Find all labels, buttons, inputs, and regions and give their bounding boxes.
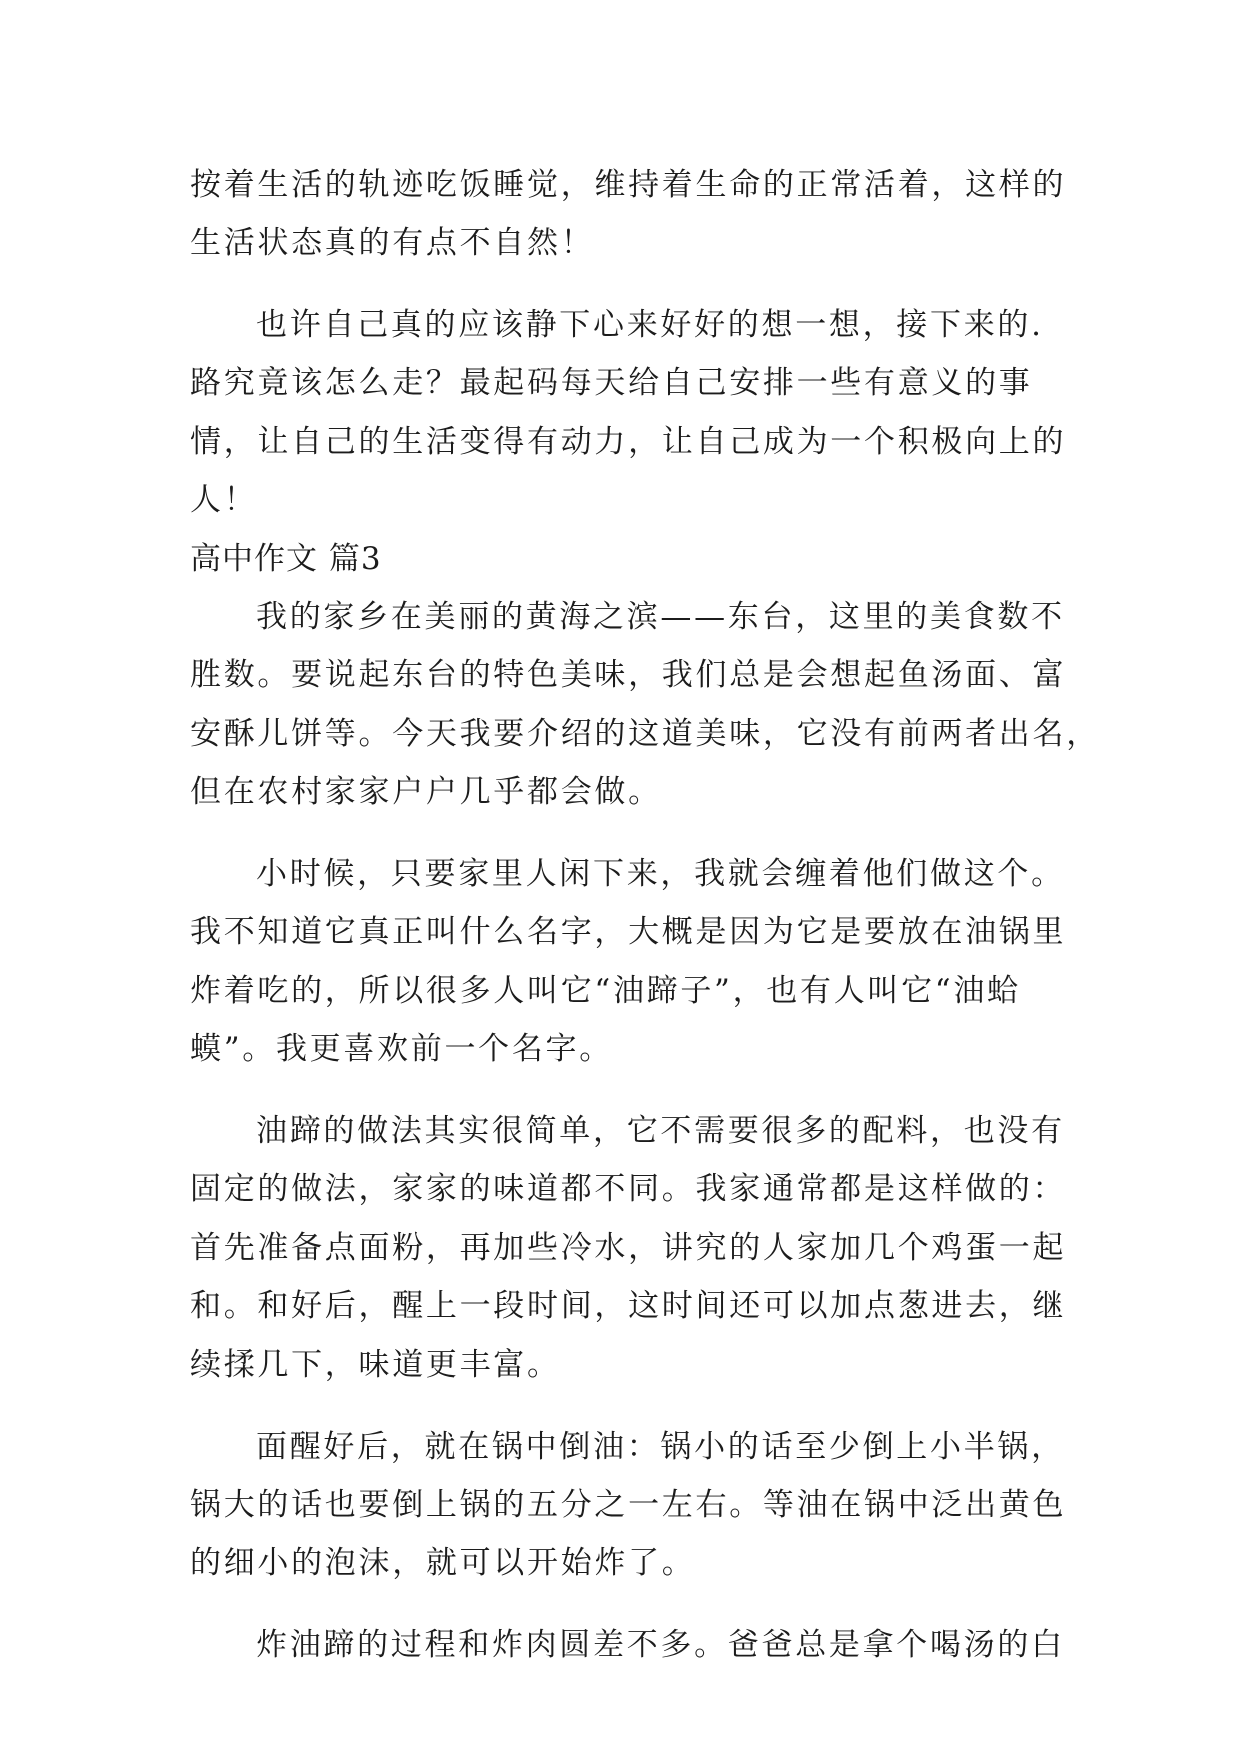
text-line: 人！ — [190, 482, 258, 518]
paragraph-first-line: 我的家乡在美丽的黄海之滨——东台，这里的美食数不 — [256, 599, 1065, 635]
paragraph-first-line: 也许自己真的应该静下心来好好的想一想，接下来的. — [256, 307, 1044, 343]
paragraph-first-line: 炸油蹄的过程和炸肉圆差不多。爸爸总是拿个喝汤的白 — [256, 1627, 1065, 1663]
text-line: 首先准备点面粉，再加些冷水，讲究的人家加几个鸡蛋一起 — [190, 1230, 1067, 1266]
section-heading: 高中作文 篇3 — [190, 541, 382, 577]
paragraph-first-line: 小时候，只要家里人闲下来，我就会缠着他们做这个。 — [256, 856, 1065, 892]
text-line: 蟆”。我更喜欢前一个名字。 — [190, 1031, 613, 1067]
text-line: 但在农村家家户户几乎都会做。 — [190, 774, 662, 810]
text-line: 我不知道它真正叫什么名字，大概是因为它是要放在油锅里 — [190, 914, 1067, 950]
text-line: 安酥儿饼等。今天我要介绍的这道美味，它没有前两者出名， — [190, 716, 1100, 752]
text-line: 按着生活的轨迹吃饭睡觉，维持着生命的正常活着，这样的 — [190, 167, 1067, 203]
text-line: 和。和好后，醒上一段时间，这时间还可以加点葱进去，继 — [190, 1288, 1067, 1324]
text-line: 续揉几下，味道更丰富。 — [190, 1347, 561, 1383]
text-line: 情，让自己的生活变得有动力，让自己成为一个积极向上的 — [190, 424, 1067, 460]
text-line: 固定的做法，家家的味道都不同。我家通常都是这样做的： — [190, 1171, 1067, 1207]
text-line: 炸着吃的，所以很多人叫它“油蹄子”，也有人叫它“油蛤 — [190, 973, 1021, 1009]
text-line: 生活状态真的有点不自然！ — [190, 225, 595, 261]
text-line: 的细小的泡沫，就可以开始炸了。 — [190, 1545, 696, 1581]
text-line: 路究竟该怎么走？最起码每天给自己安排一些有意义的事 — [190, 365, 1033, 401]
text-line: 胜数。要说起东台的特色美味，我们总是会想起鱼汤面、富 — [190, 657, 1067, 693]
paragraph-first-line: 面醒好后，就在锅中倒油：锅小的话至少倒上小半锅， — [256, 1429, 1065, 1465]
paragraph-first-line: 油蹄的做法其实很简单，它不需要很多的配料，也没有 — [256, 1113, 1065, 1149]
text-line: 锅大的话也要倒上锅的五分之一左右。等油在锅中泛出黄色 — [190, 1487, 1067, 1523]
